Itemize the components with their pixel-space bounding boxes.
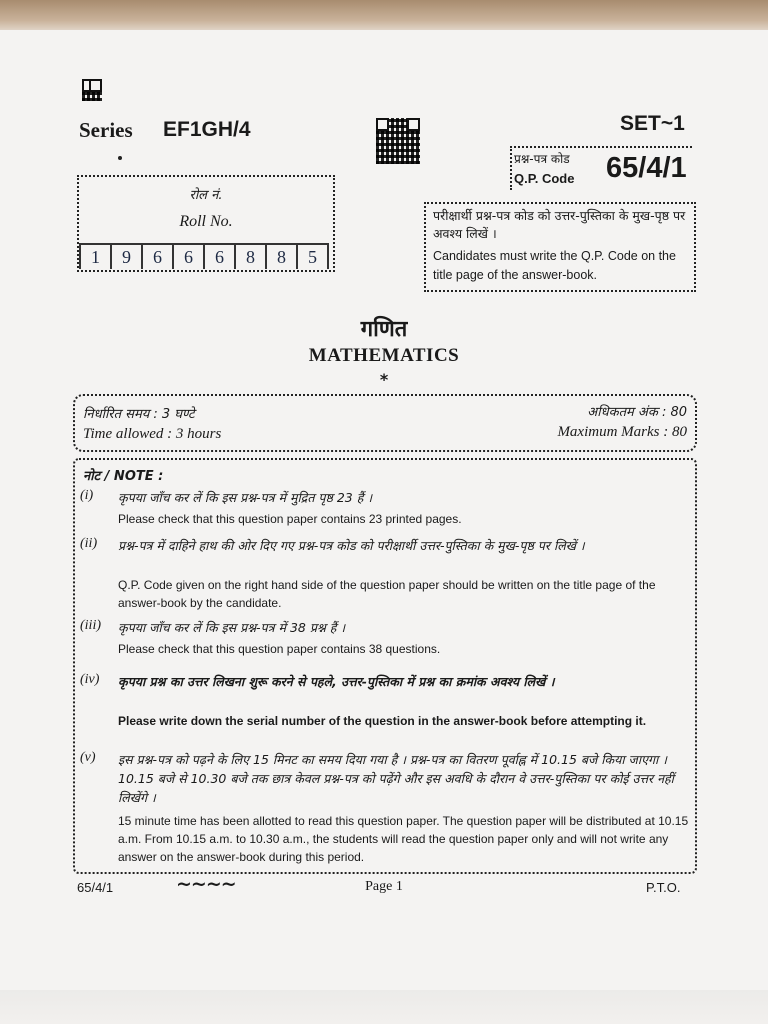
subject-title: MATHEMATICS <box>308 345 460 366</box>
qp-code-label: Q.P. Code <box>514 171 575 186</box>
note-text-english: Please write down the serial number of the question in the answer-book before attempting it. <box>118 714 647 728</box>
set-label: SET~1 <box>620 112 685 135</box>
note-text-hindi: कृपया जाँच कर लें कि इस प्रश्न-पत्र में 38 प्रश्न हैं । <box>118 620 346 635</box>
time-allowed: Time allowed : 3 hours <box>83 426 222 442</box>
candidate-instruction-box <box>424 202 696 292</box>
time-allowed-hindi: निर्धारित समय : 3 घण्टे <box>83 407 195 422</box>
roll-label: Roll No. <box>179 213 233 230</box>
note-number: (iii) <box>80 618 101 633</box>
page-background-bottom <box>0 990 768 1024</box>
note-text-hindi: कृपया जाँच कर लें कि इस प्रश्न-पत्र में मुद्रित पृष्ठ 23 हैं । <box>118 490 373 505</box>
roll-digit: 6 <box>143 243 174 269</box>
bullet-dot <box>118 156 122 160</box>
note-number: (iv) <box>80 672 100 687</box>
note-text-english: Please check that this question paper contains 38 questions. <box>118 642 441 656</box>
note-text-english: Q.P. Code given on the right hand side of the question paper should be written on the title page of the answer-book by the candidate. <box>118 578 656 610</box>
footer-qp-code: 65/4/1 <box>77 880 114 895</box>
roll-digit: 1 <box>79 243 112 269</box>
qp-code-hindi-label: प्रश्न-पत्र कोड <box>514 152 570 166</box>
roll-digit: 8 <box>236 243 267 269</box>
note-text-hindi: इस प्रश्न-पत्र को पढ़ने के लिए 15 मिनट का समय दिया गया है । प्रश्न-पत्र का वितरण पूर्वाह्न में 10.15 बजे किया जाएगा । 10.15 बजे से 10.30 बजे तक छात्र केवल प्रश्न-पत्र को पढ़ेंगे और इस अवधि के दौरान वे उत्तर-पुस्तिका पर कोई उत्तर नहीं लिखेंगे । <box>118 752 674 805</box>
roll-digit: 6 <box>205 243 236 269</box>
pto-label: P.T.O. <box>646 880 681 895</box>
page-number: Page 1 <box>365 879 403 894</box>
note-text-hindi: प्रश्न-पत्र में दाहिने हाथ की ओर दिए गए प्रश्न-पत्र कोड को परीक्षार्थी उत्तर-पुस्तिका के मुख-पृष्ठ पर लिखें । <box>118 538 585 553</box>
subject-title-hindi: गणित <box>360 317 408 342</box>
roll-digit: 8 <box>267 243 298 269</box>
note-number: (v) <box>80 750 96 765</box>
note-number: (ii) <box>80 536 98 551</box>
roll-number-digits <box>79 243 329 269</box>
roll-digit: 5 <box>298 243 329 269</box>
time-marks-box <box>73 394 697 452</box>
notes-title: नोट / NOTE : <box>83 469 164 484</box>
page-background-top <box>0 0 768 34</box>
subject-asterisk: * <box>379 370 389 389</box>
footer-tilde-mark: ~~~~ <box>176 873 236 895</box>
roll-label-hindi: रोल नं. <box>189 188 223 203</box>
note-text-english: Please check that this question paper contains 23 printed pages. <box>118 512 462 526</box>
roll-digit: 6 <box>174 243 205 269</box>
roll-digit: 9 <box>112 243 143 269</box>
qr-code-icon <box>376 118 420 164</box>
maximum-marks-hindi: अधिकतम अंक : 80 <box>587 405 687 420</box>
note-number: (i) <box>80 488 94 503</box>
notes-box <box>73 458 697 874</box>
series-code: EF1GH/4 <box>163 118 251 141</box>
note-text-hindi: कृपया प्रश्न का उत्तर लिखना शुरू करने से पहले, उत्तर-पुस्तिका में प्रश्न का क्रमांक अवश्य लिखें । <box>118 674 555 689</box>
roll-number-box <box>77 175 335 272</box>
series-label: Series <box>79 118 133 142</box>
qp-code-value: 65/4/1 <box>606 152 687 184</box>
qr-code-icon <box>82 79 102 101</box>
candidate-instruction-hindi: परीक्षार्थी प्रश्न-पत्र कोड को उत्तर-पुस्तिका के मुख-पृष्ठ पर अवश्य लिखें । <box>433 208 686 241</box>
note-text-english: 15 minute time has been allotted to read this question paper. The question paper will be distributed at 10.15 a.m. From 10.15 a.m. to 10.30 a.m., the students will read the question paper only and will not write any answer on the answer-book during this period. <box>118 814 689 864</box>
candidate-instruction-english: Candidates must write the Q.P. Code on the title page of the answer-book. <box>433 249 676 282</box>
maximum-marks: Maximum Marks : 80 <box>557 424 687 440</box>
